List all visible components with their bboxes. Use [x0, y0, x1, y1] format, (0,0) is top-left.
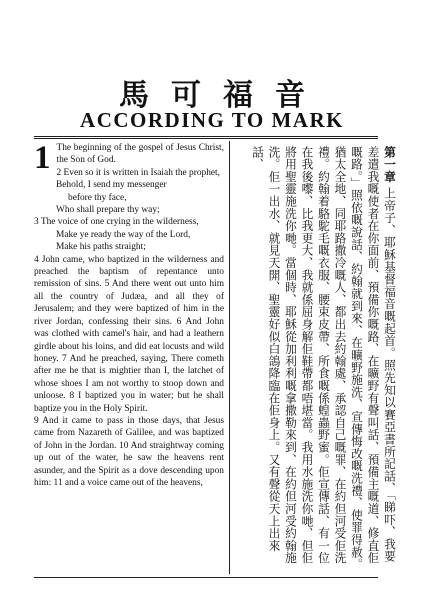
footer-rule	[34, 577, 378, 578]
english-column	[34, 142, 224, 574]
verse-3-quote-line-2: Make his paths straight;	[56, 242, 146, 253]
verse-1-text: The beginning of the gospel of Jesus Christ, the Son of God.	[56, 143, 224, 166]
verse-2-quote-line-2: before thy face,	[68, 192, 127, 203]
column-divider	[229, 141, 230, 574]
verse-2-quote-line-3: Who shall prepare thy way;	[56, 205, 160, 216]
verses-4-8: 4 John came, who baptized in the wilderness and preached the baptism of repentance unto remission of sins. 5 And there went out unto him all the country of Judæa, and all they of Jerusalem; and they were baptized of him in the river Jordan, confessing their sins. 6 And John was clothed with camel's hair, and had a leathern girdle about his loins, and did eat locusts and wild honey. 7 And he preached, saying, There cometh after me he that is mightier than I, the latchet of whose shoes I am not worthy to stoop down and unloose. 8 I baptized you in water; but he shall baptize you in the Holy Spirit.	[34, 254, 224, 414]
chinese-text: 上帝子、耶穌基督福音嘅起首。照先知以賽亞書所記話、「睇吓、我要差遣我嘅使者在你面前、預備你嘅路、在曠野有聲叫話、預備主嘅道、修直佢嘅路。」照依嘅說話、約翰就到來、在曠野施洗、宣傳悔改嘅洗禮、使罪得赦。猶太全地、同耶路撒冷嘅人、都出去約翰處、承認自己嘅罪、在約但河受佢洗禮。約翰着駱駝毛嘅衣服、腰束皮帶、所食嘅係蝗蟲野蜜。佢宣傳話、有一位在我後嚟、比我更大、我就係屈身解佢鞋帶都唔堪當。我用水施洗你哋、但佢將用聖靈施洗你哋。當個時、耶穌從加利利嘅拿撒勒來到、在約但河受約翰施洗。佢一出水、就見天開、聖靈好似白鴿降臨在佢身上。又有聲從天上出來話、	[251, 146, 397, 571]
english-title: ACCORDING TO MARK	[80, 108, 344, 132]
verses-9-11: 9 And it came to pass in those days, that Jesus came from Nazareth of Galilee, and was baptized of John in the Jordan. 10 And straightway coming up out of the water, he saw the heavens rent asunder, and the Spirit as a dove descending upon him: 11 and a voice came out of the heavens,	[34, 415, 224, 488]
verse-2-quote-line-1: Behold, I send my messenger	[56, 180, 167, 191]
verse-3-quote-line-1: Make ye ready the way of the Lord,	[56, 229, 191, 240]
chinese-chapter-heading: 第一章	[383, 146, 397, 183]
chapter-number: 1	[34, 140, 51, 176]
verse-2-intro: 2 Even so it is written in Isaiah the prophet,	[56, 167, 221, 178]
header-rule	[34, 136, 378, 139]
chinese-column	[233, 146, 398, 574]
chinese-title: 馬可福音	[119, 78, 327, 113]
verse-3-intro: 3 The voice of one crying in the wilderness,	[34, 217, 199, 228]
